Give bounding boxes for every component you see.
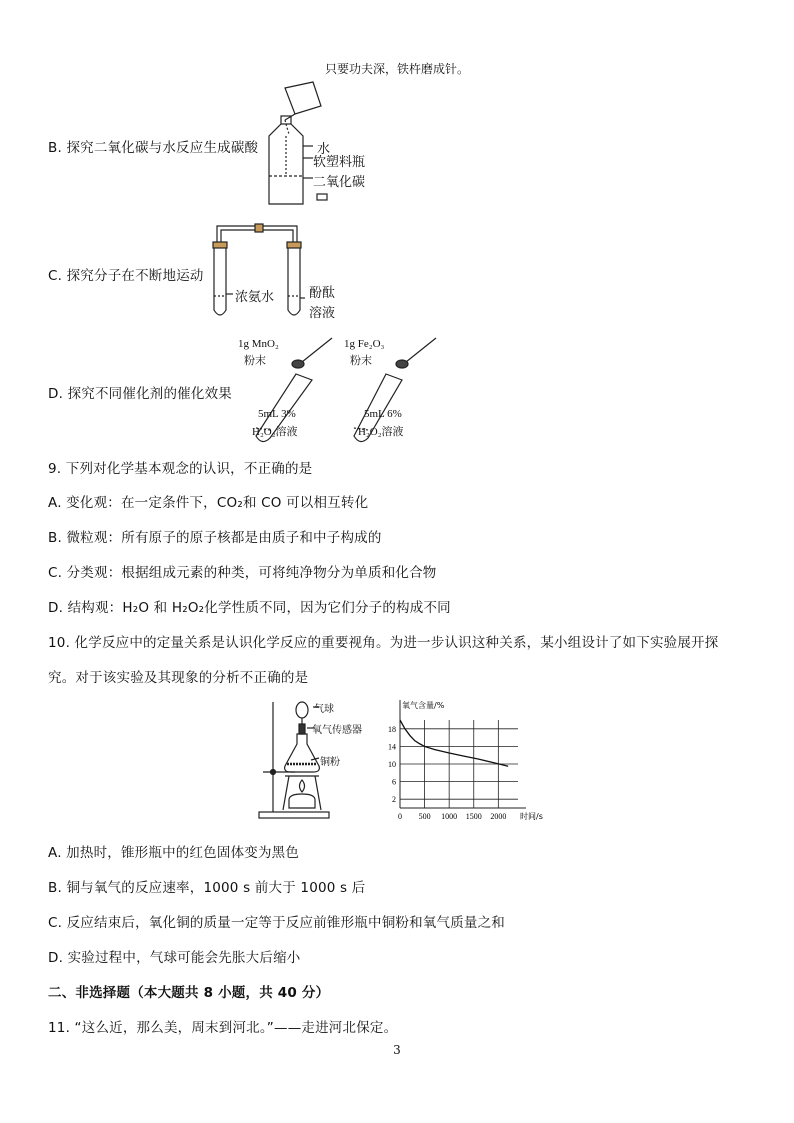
label-fe2o3: 1g Fe₂O₃ — [344, 338, 385, 350]
q10-stem-line1: 10. 化学反应中的定量关系是认识化学反应的重要视角。为进一步认识这种关系，某小组设计了如下实验展开探 — [48, 635, 719, 651]
soft-bottle-diagram — [255, 80, 365, 210]
q10-option-b: B. 铜与氧气的反应速率，1000 s 前大于 1000 s 后 — [48, 880, 366, 896]
series-line-oxygen — [400, 720, 508, 766]
q10-option-c: C. 反应结束后，氧化铜的质量一定等于反应前锥形瓶中铜粉和氧气质量之和 — [48, 915, 506, 931]
label-solution: 溶液 — [309, 306, 336, 321]
q9-option-c: C. 分类观：根据组成元素的种类，可将纯净物分为单质和化合物 — [48, 565, 437, 581]
x-tick-label: 1000 — [441, 812, 458, 821]
label-h2o2-left: H₂O₂溶液 — [252, 426, 298, 438]
label-co2: 二氧化碳 — [313, 175, 366, 190]
q8-option-d: D. 探究不同催化剂的催化效果 — [48, 386, 232, 402]
x-tick-label: 500 — [418, 812, 431, 821]
y-tick-label: 2 — [392, 795, 396, 805]
label-mno2: 1g MnO₂ — [238, 338, 279, 350]
label-water: 水 — [317, 142, 331, 157]
q8-option-b: B. 探究二氧化碳与水反应生成碳酸 — [48, 140, 259, 156]
label-h2o2-right: H₂O₂溶液 — [358, 426, 404, 438]
y-tick-label: 10 — [388, 760, 396, 769]
label-fe2o3-powder: 粉末 — [350, 355, 372, 367]
q8-option-c: C. 探究分子在不断地运动 — [48, 268, 204, 284]
y-tick-label: 6 — [392, 777, 396, 787]
q9-option-b: B. 微粒观：所有原子的原子核都是由质子和中子构成的 — [48, 530, 382, 546]
page-header: 只要功夫深，铁杵磨成针。 — [324, 62, 469, 76]
label-phenolphthalein: 酚酞 — [309, 286, 336, 301]
q10-option-d: D. 实验过程中，气球可能会先胀大后缩小 — [48, 950, 301, 966]
y-axis-label: 氧气含量/% — [402, 701, 445, 710]
y-tick-label: 18 — [388, 724, 396, 734]
label-ammonia: 浓氨水 — [235, 290, 275, 305]
q10-stem-line2: 究。对于该实验及其现象的分析不正确的是 — [48, 670, 309, 686]
q11-stem: 11. “这么近，那么美，周末到河北。”——走进河北保定。 — [48, 1020, 398, 1036]
q10-option-a: A. 加热时，锥形瓶中的红色固体变为黑色 — [48, 845, 300, 861]
x-axis-label: 时间/s — [520, 812, 543, 821]
molecule-motion-diagram — [205, 222, 315, 322]
y-tick-label: 14 — [388, 742, 396, 752]
label-soft-bottle: 软塑料瓶 — [313, 155, 366, 170]
page-number: 3 — [393, 1043, 401, 1057]
label-balloon: 气球 — [314, 704, 334, 715]
q9-stem: 9. 下列对化学基本观念的认识，不正确的是 — [48, 461, 313, 477]
q9-option-a: A. 变化观：在一定条件下，CO₂和 CO 可以相互转化 — [48, 495, 369, 511]
label-h2o2-3pct: 5mL 3% — [258, 408, 296, 420]
label-oxygen-sensor: 氧气传感器 — [312, 725, 362, 736]
x-tick-label: 2000 — [490, 812, 507, 821]
label-copper-powder: 铜粉 — [320, 757, 340, 768]
section-2-heading: 二、非选择题（本大题共 8 小题，共 40 分） — [48, 985, 330, 1001]
x-tick-label: 0 — [398, 812, 402, 821]
label-h2o2-6pct: 5mL 6% — [364, 408, 402, 420]
oxygen-content-chart — [380, 698, 543, 826]
x-tick-label: 1500 — [465, 812, 482, 821]
q9-option-d: D. 结构观：H₂O 和 H₂O₂化学性质不同，因为它们分子的构成不同 — [48, 600, 451, 616]
label-mno2-powder: 粉末 — [244, 355, 266, 367]
